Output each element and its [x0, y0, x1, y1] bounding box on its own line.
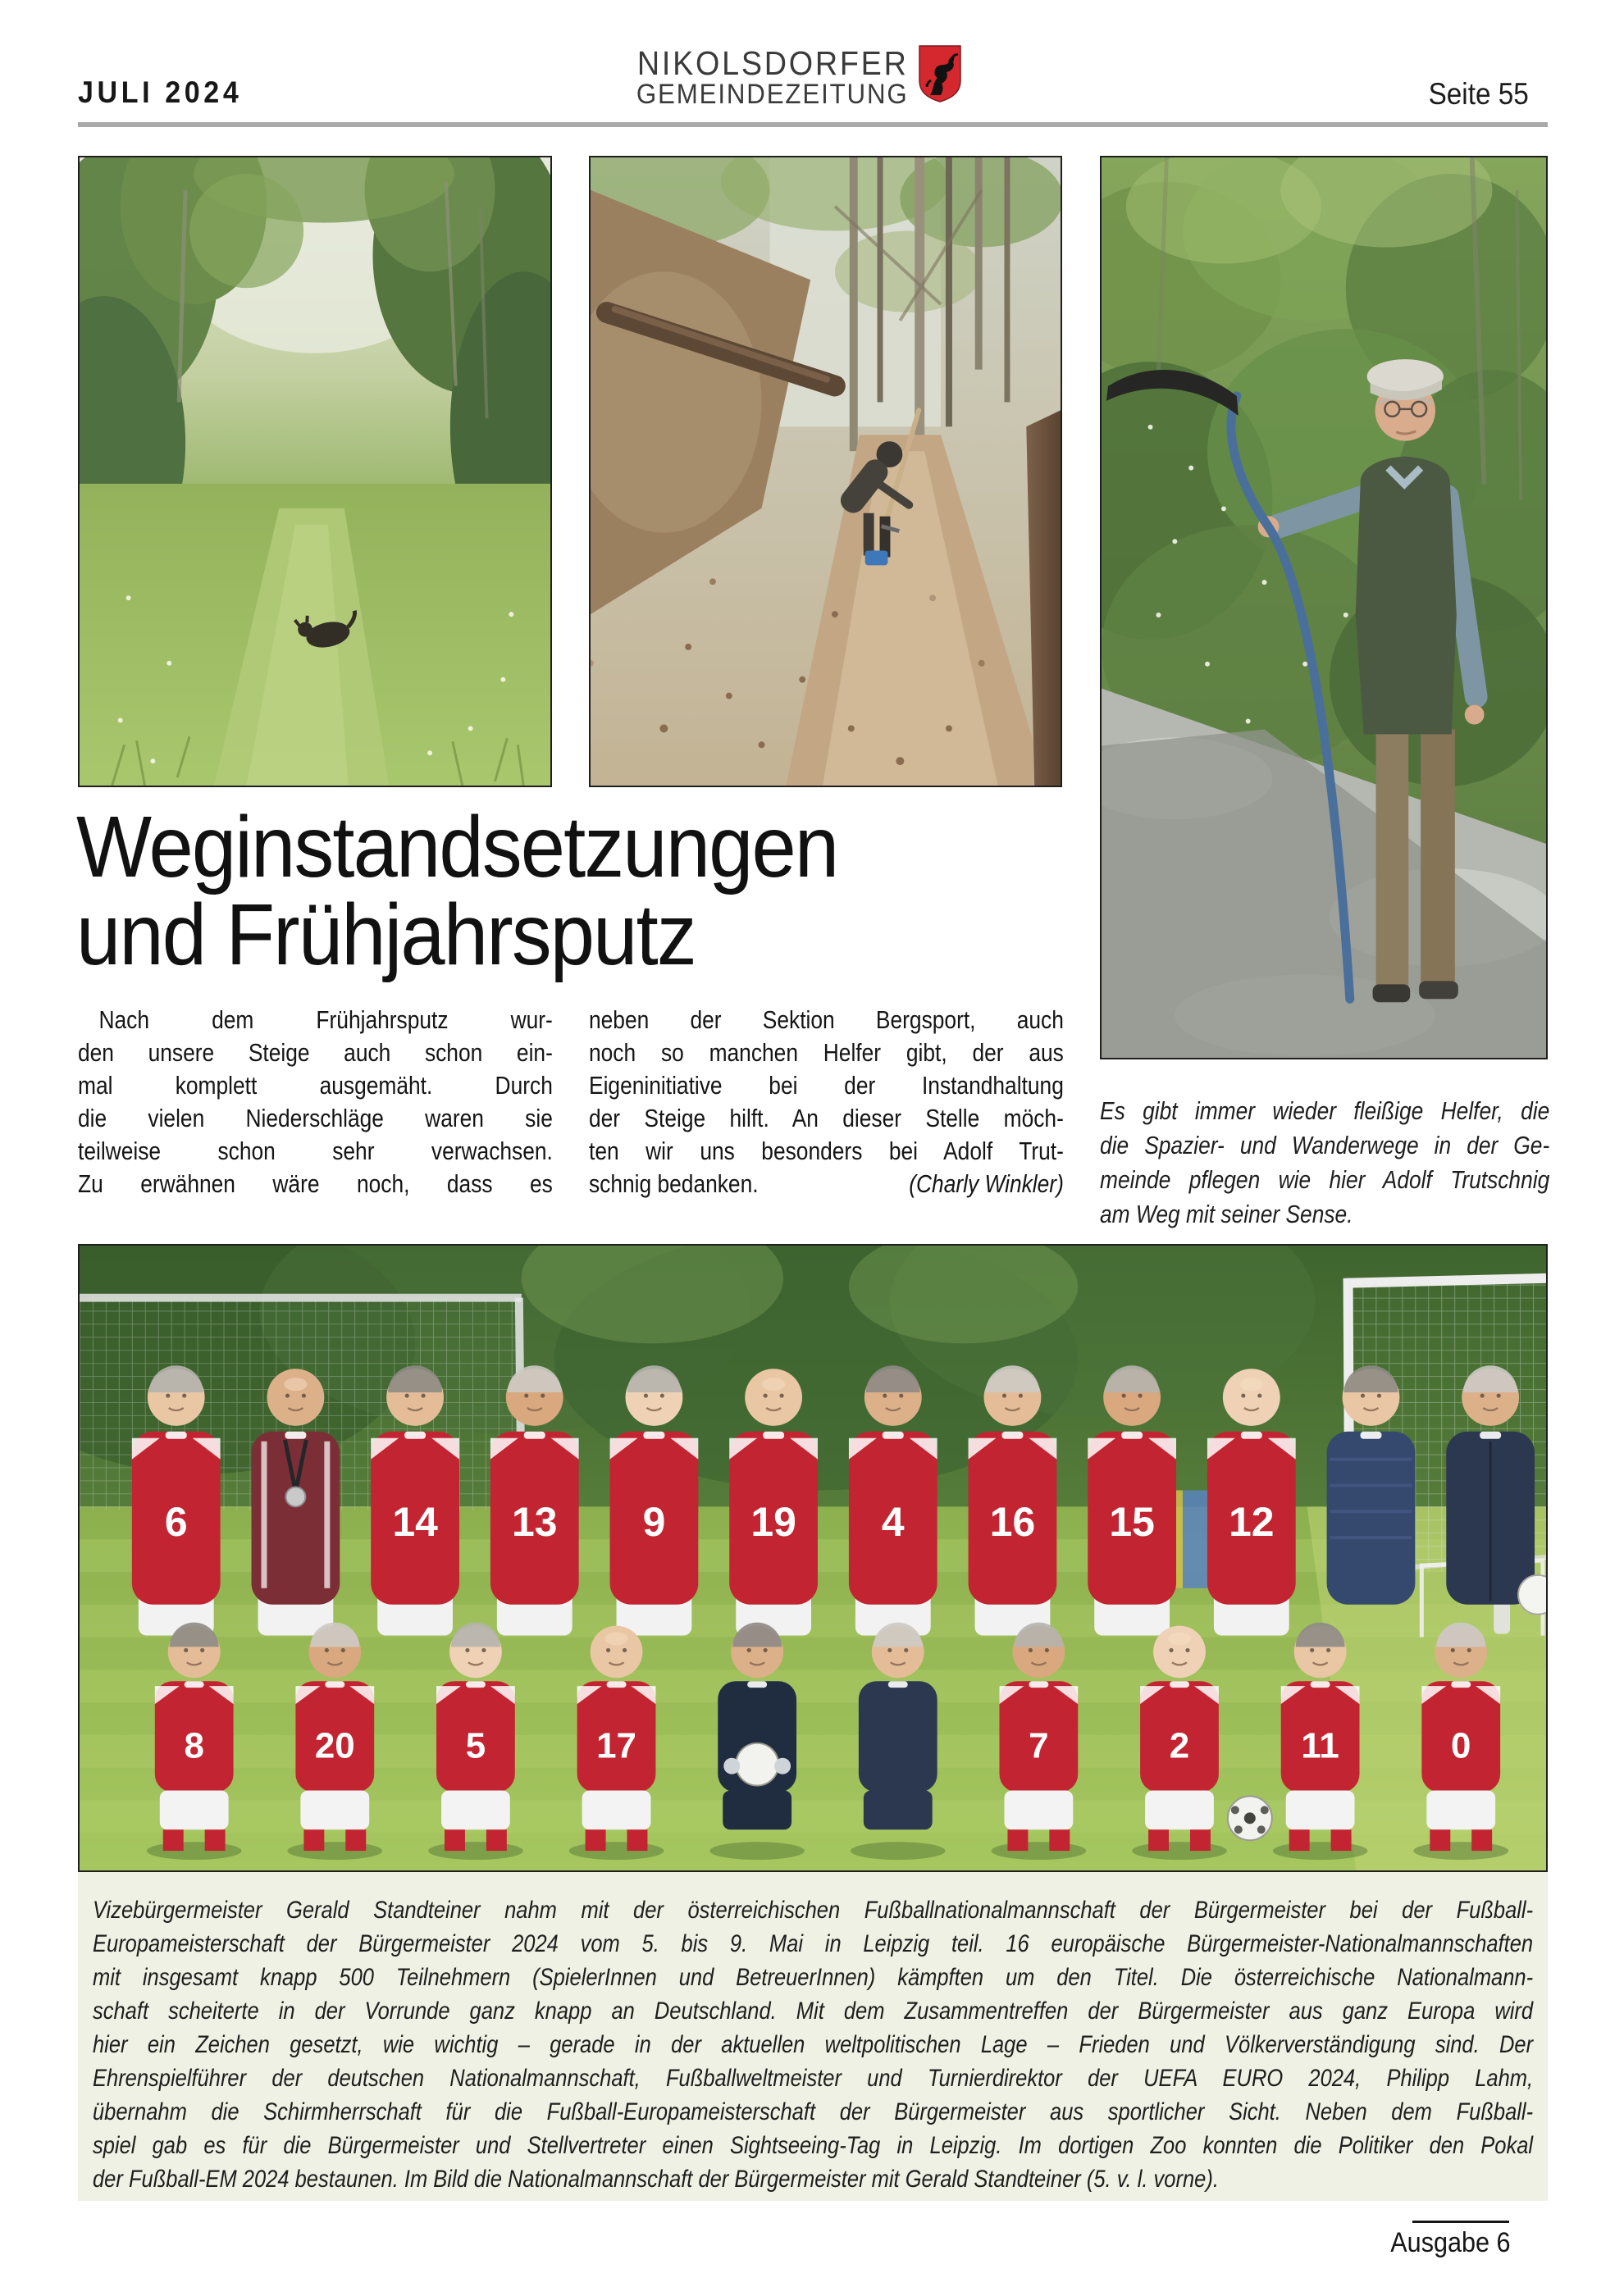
jersey-number: 6: [164, 1499, 188, 1546]
scythe-photo-caption: [1100, 1094, 1549, 1232]
issue-label: Ausgabe 6: [1390, 2227, 1511, 2258]
text-line: Nach dem Frühjahrsputz wur-: [98, 1005, 553, 1034]
page-number: Seite 55: [1428, 77, 1529, 111]
text-line: mit insgesamt knapp 500 Teilnehmern (SpielerInnen und BetreuerInnen) kämpften um den Titel. Die österreichische Nationalmann-: [93, 1964, 1534, 1991]
article-title: [76, 799, 838, 983]
jersey-number: 17: [596, 1725, 636, 1766]
text-line: noch so manchen Helfer gibt, der aus: [589, 1038, 1064, 1067]
text-line: schaft scheiterte in der Vorrunde ganz knapp an Deutschland. Mit dem Zusammentreffen der Bürgermeister aus ganz Europa wird: [93, 1998, 1534, 2025]
text-line-with-signature: [589, 1168, 1064, 1200]
text-line: neben der Sektion Bergsport, auch: [589, 1005, 1064, 1034]
text-line: ten wir uns besonders bei Adolf Trut-: [589, 1137, 1064, 1165]
jersey-number: 9: [642, 1499, 666, 1546]
jersey-number: 20: [314, 1725, 355, 1766]
jersey-number: 5: [465, 1725, 486, 1766]
jersey-number: 14: [392, 1499, 438, 1546]
text-line: die vielen Niederschläge waren sie: [78, 1104, 553, 1132]
text-line: Europameisterschaft der Bürgermeister 2024 vom 5. bis 9. Mai in Leipzig teil. 16 europäische Bürgermeister-Nationalmannschaften: [93, 1930, 1534, 1957]
coat-of-arms-icon: [917, 44, 963, 103]
article-column-2: [589, 1004, 1064, 1200]
text-line: Ehrenspielführer der deutschen Nationalmannschaft, Fußballweltmeister und Turnierdirektor der UEFA EURO 2024, Philipp Lahm,: [93, 2065, 1534, 2092]
masthead: [636, 46, 909, 108]
jersey-number: 16: [989, 1499, 1036, 1546]
photo-trail-helper: [589, 156, 1062, 787]
header-rule: [78, 122, 1548, 127]
text-line: der Steige hilft. An dieser Stelle möch-: [589, 1104, 1064, 1132]
text-line: spiel gab es für die Bürgermeister und Stellvertreter einen Sightseeing-Tag in Leipzig. Im dortigen Zoo konnten die Politiker den Pokal: [93, 2132, 1534, 2159]
photo-man-with-scythe: [1100, 156, 1548, 1059]
jersey-number: 8: [184, 1725, 204, 1766]
team-photo-caption: [93, 1893, 1533, 2196]
text-line: den unsere Steige auch schon ein-: [78, 1038, 553, 1067]
jersey-number: 12: [1229, 1499, 1275, 1546]
jersey-number: 15: [1109, 1499, 1155, 1546]
jersey-number: 11: [1301, 1725, 1339, 1766]
text-line: Zu erwähnen wäre noch, dass es: [78, 1169, 553, 1198]
text-line: übernahm die Schirmherrschaft für die Fußball-Europameisterschaft der Bürgermeister aus sportlicher Sicht. Neben dem Fußball-: [93, 2098, 1534, 2125]
jersey-number: 13: [512, 1499, 558, 1546]
masthead-line2: GEMEINDEZEITUNG: [636, 79, 909, 110]
text-line: die Spazier- und Wanderwege in der Ge-: [1100, 1131, 1550, 1159]
footer-rule: [1412, 2221, 1509, 2223]
jersey-number: 2: [1169, 1725, 1190, 1766]
jersey-number: 4: [881, 1499, 905, 1546]
text-line: teilweise schon sehr verwachsen.: [78, 1137, 553, 1165]
jersey-number: 0: [1451, 1725, 1471, 1766]
masthead-line1: NIKOLSDORFER: [637, 44, 909, 82]
text-line: mal komplett ausgemäht. Durch: [78, 1071, 553, 1100]
article-title-line2: und Frühjahrsputz: [76, 886, 696, 983]
article-title-line1: Weginstandsetzungen: [76, 799, 838, 895]
text-line: schnig bedanken.: [589, 1169, 759, 1198]
football: [1228, 1796, 1272, 1840]
photo-meadow-path: [78, 156, 552, 787]
article-column-1: [78, 1004, 553, 1200]
author-signature: (Charly Winkler): [909, 1169, 1064, 1198]
text-line: Es gibt immer wieder fleißige Helfer, die: [1100, 1096, 1550, 1125]
text-line: meinde pflegen wie hier Adolf Trutschnig: [1100, 1165, 1550, 1194]
text-line: Vizebürgermeister Gerald Standteiner nahm mit der österreichischen Fußballnationalmannschaft der Bürgermeister bei der Fußball-: [93, 1897, 1534, 1924]
jersey-number: 7: [1029, 1725, 1049, 1766]
text-line: der Fußball-EM 2024 bestaunen. Im Bild die Nationalmannschaft der Bürgermeister mit Gerald Standteiner (5. v. l. vorne).: [93, 2166, 1219, 2193]
text-line: Eigeninitiative bei der Instandhaltung: [589, 1071, 1064, 1100]
text-line: hier ein Zeichen gesetzt, wie wichtig – gerade in der aktuellen weltpolitischen Lage – Frieden und Völkerverständigung sind. Der: [93, 2031, 1534, 2058]
jersey-number: 19: [750, 1499, 796, 1546]
issue-date: JULI 2024: [78, 75, 243, 109]
text-line: am Weg mit seiner Sense.: [1100, 1200, 1353, 1228]
photo-football-team: [78, 1244, 1548, 1872]
